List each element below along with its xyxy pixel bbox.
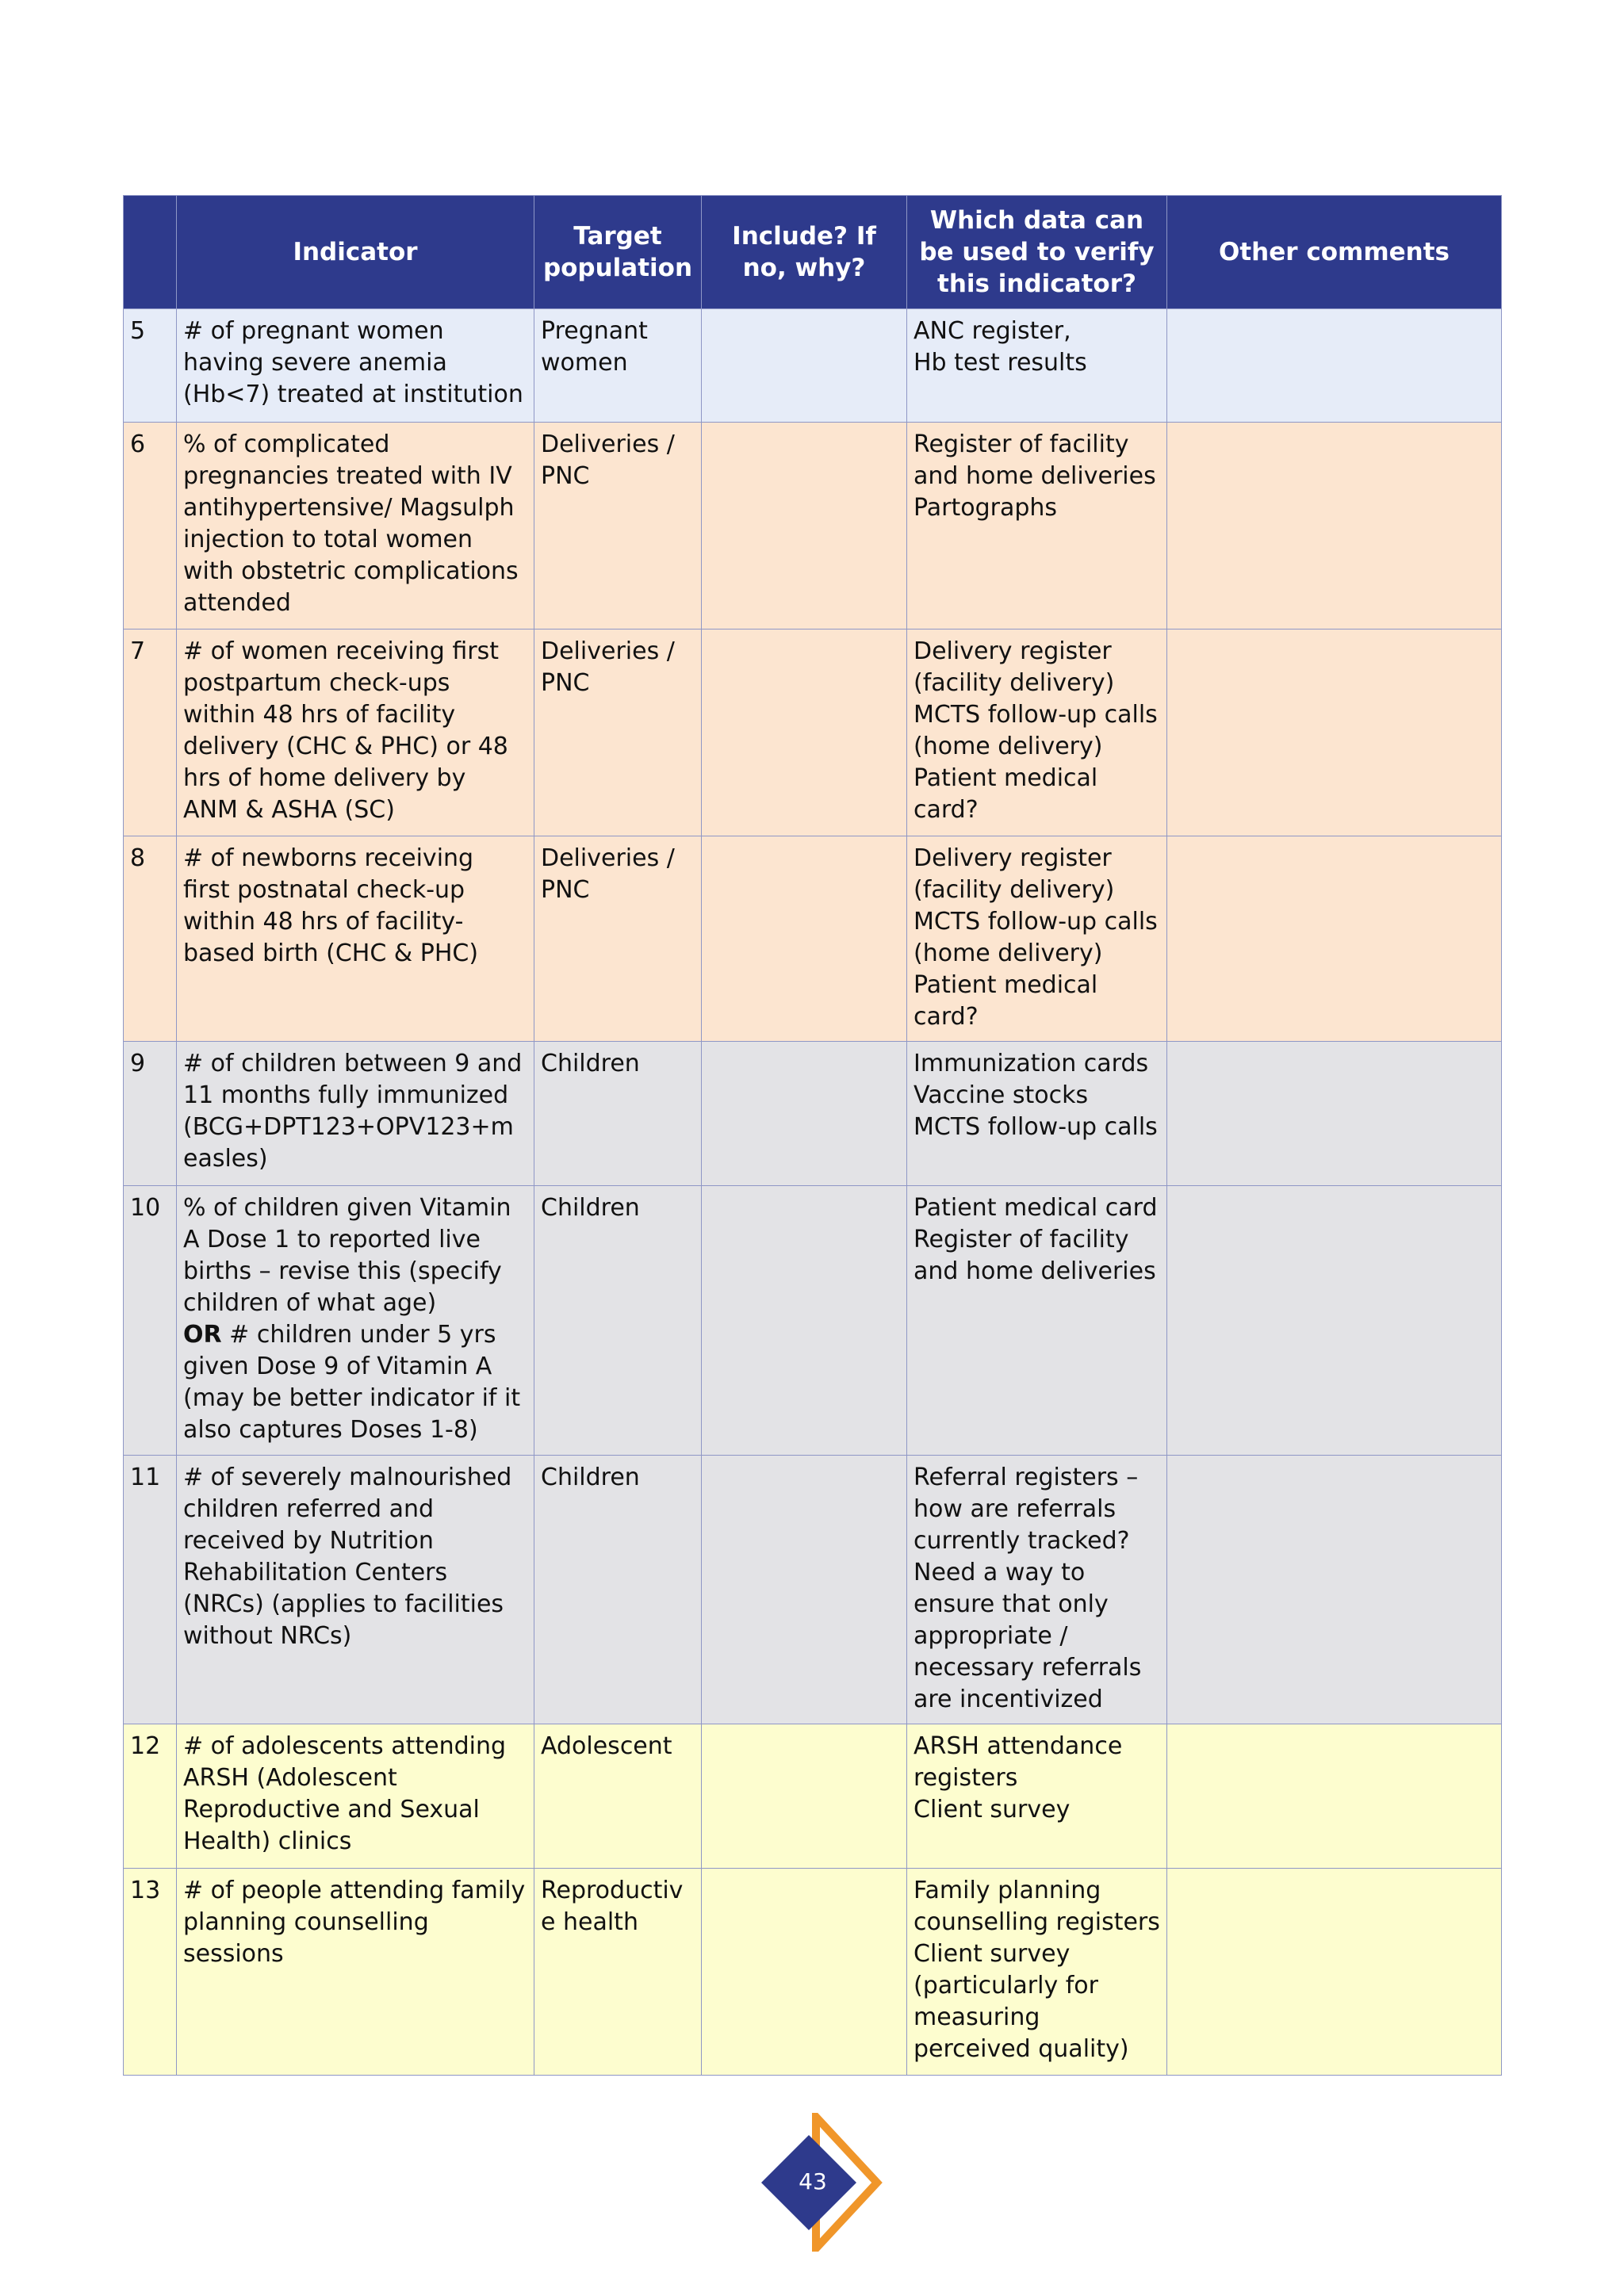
verification-data-cell [907,423,1167,629]
verification-data-line: Register of facility and home deliveries [914,430,1156,490]
comments-cell [1167,1724,1502,1869]
comments-cell [1167,836,1502,1042]
indicator-text-alternative: # children under 5 yrs given Dose 9 of Vitamin A (may be better indicator if it also captures Doses 1-8) [183,1321,521,1444]
comments-cell [1167,1042,1502,1186]
comments-cell [1167,1869,1502,2076]
header-indicator: Indicator [177,196,534,309]
indicator-cell [177,1186,534,1456]
verification-data-line: Delivery register (facility delivery) [914,844,1115,904]
table-row [124,1456,1502,1724]
indicator-text: % of children given Vitamin A Dose 1 to reported live births – revise this (specify children of what age) [183,1194,511,1317]
table-row [124,836,1502,1042]
table-row [124,1042,1502,1186]
row-number: 12 [124,1724,177,1869]
indicator-cell: # of adolescents attending ARSH (Adolescent Reproductive and Sexual Health) clinics [177,1724,534,1869]
verification-data-cell [907,1456,1167,1724]
include-cell [702,309,907,423]
verification-data-line: MCTS follow-up calls [914,1113,1158,1141]
verification-data-line: Hb test results [914,349,1087,377]
table-row [124,1869,1502,2076]
indicator-cell: # of severely malnourished children referred and received by Nutrition Rehabilitation Centers (NRCs) (applies to facilities without NRCs) [177,1456,534,1724]
verification-data-line: Referral registers – how are referrals currently tracked? Need a way to ensure that only appropriate / necessary referrals are incentivized [914,1464,1142,1713]
verification-data-cell [907,1186,1167,1456]
verification-data-line: Delivery register (facility delivery) [914,637,1115,697]
table-row [124,1186,1502,1456]
comments-cell [1167,309,1502,423]
table-row [124,423,1502,629]
include-cell [702,423,907,629]
indicator-cell: % of complicated pregnancies treated with IV antihypertensive/ Magsulph injection to total women with obstetric complications attended [177,423,534,629]
page-number: 43 [799,2168,827,2195]
table-row [124,309,1502,423]
indicator-cell: # of pregnant women having severe anemia (Hb<7) treated at institution [177,309,534,423]
include-cell [702,1186,907,1456]
include-cell [702,629,907,836]
verification-data-cell [907,309,1167,423]
verification-data-line: MCTS follow-up calls (home delivery) [914,908,1158,967]
verification-data-line: Patient medical card? [914,764,1098,824]
target-population-cell: Deliveries / PNC [534,629,702,836]
verification-data-cell [907,836,1167,1042]
verification-data-line: Family planning counselling registers [914,1877,1160,1936]
table-header-row [124,196,1502,309]
row-number: 6 [124,423,177,629]
target-population-cell: Adolescent [534,1724,702,1869]
verification-data-line: ANC register, [914,317,1071,345]
include-cell [702,836,907,1042]
comments-cell [1167,423,1502,629]
verification-data-line: Patient medical card? [914,971,1098,1031]
verification-data-line: Vaccine stocks [914,1081,1089,1109]
header-number [124,196,177,309]
header-verification-data: Which data can be used to verify this indicator? [907,196,1167,309]
comments-cell [1167,629,1502,836]
verification-data-cell [907,629,1167,836]
verification-data-line: Client survey (particularly for measuring perceived quality) [914,1940,1129,2063]
or-label: OR [183,1321,222,1349]
row-number: 13 [124,1869,177,2076]
include-cell [702,1869,907,2076]
verification-data-line: ARSH attendance registers [914,1732,1123,1792]
row-number: 10 [124,1186,177,1456]
indicator-cell: # of women receiving first postpartum check-ups within 48 hrs of facility delivery (CHC & PHC) or 48 hrs of home delivery by ANM & ASHA (SC) [177,629,534,836]
indicator-cell: # of children between 9 and 11 months fully immunized (BCG+DPT123+OPV123+measles) [177,1042,534,1186]
header-other-comments: Other comments [1167,196,1502,309]
target-population-cell: Children [534,1042,702,1186]
indicator-table [123,195,1502,2076]
comments-cell [1167,1456,1502,1724]
target-population-cell: Children [534,1186,702,1456]
verification-data-line: Partographs [914,494,1058,522]
verification-data-cell [907,1869,1167,2076]
target-population-cell: Children [534,1456,702,1724]
header-include: Include? If no, why? [702,196,907,309]
row-number: 8 [124,836,177,1042]
row-number: 11 [124,1456,177,1724]
verification-data-line: Immunization cards [914,1050,1149,1077]
include-cell [702,1456,907,1724]
target-population-cell: Reproductive health [534,1869,702,2076]
target-population-cell: Deliveries / PNC [534,423,702,629]
target-population-cell: Deliveries / PNC [534,836,702,1042]
verification-data-line: Client survey [914,1796,1071,1823]
include-cell [702,1724,907,1869]
verification-data-line: Patient medical card [914,1194,1158,1222]
verification-data-cell [907,1724,1167,1869]
target-population-cell: Pregnant women [534,309,702,423]
verification-data-cell [907,1042,1167,1186]
row-number: 5 [124,309,177,423]
row-number: 9 [124,1042,177,1186]
include-cell [702,1042,907,1186]
comments-cell [1167,1186,1502,1456]
row-number: 7 [124,629,177,836]
verification-data-line: Register of facility and home deliveries [914,1226,1156,1285]
indicator-cell: # of newborns receiving first postnatal check-up within 48 hrs of facility-based birth (CHC & PHC) [177,836,534,1042]
indicator-cell: # of people attending family planning counselling sessions [177,1869,534,2076]
verification-data-line: MCTS follow-up calls (home delivery) [914,701,1158,760]
table-row [124,1724,1502,1869]
header-target-population: Target population [534,196,702,309]
table-row [124,629,1502,836]
